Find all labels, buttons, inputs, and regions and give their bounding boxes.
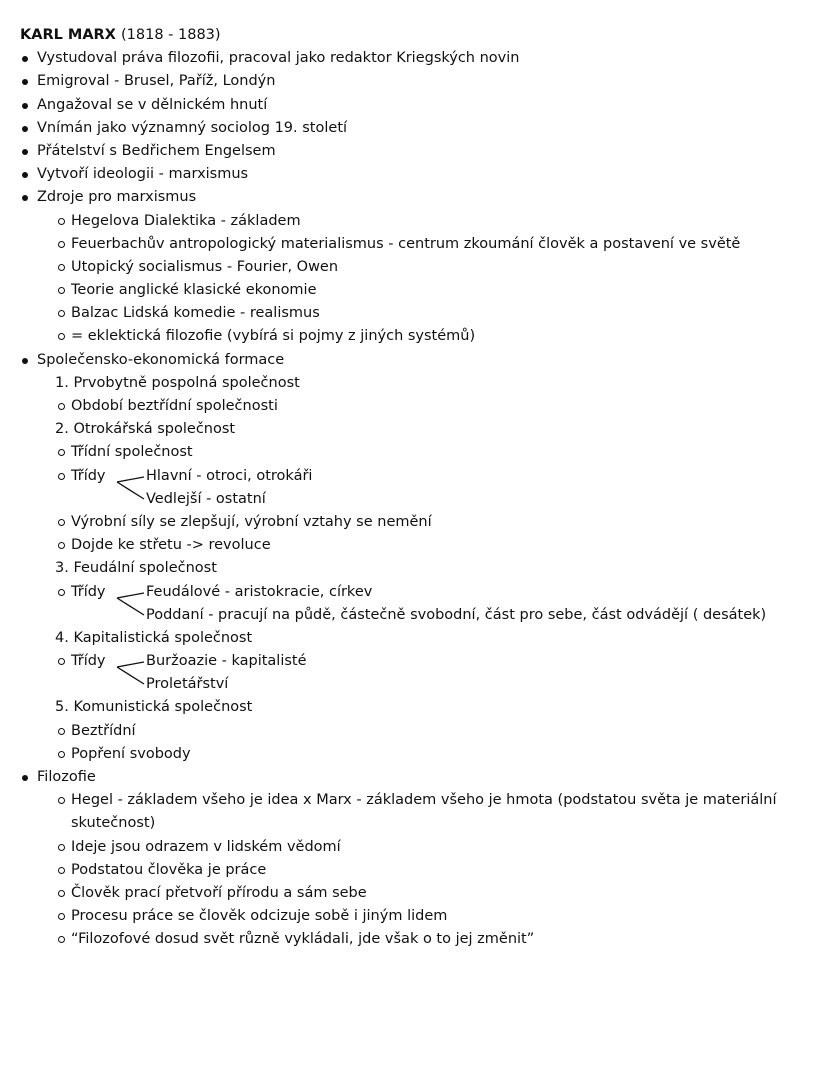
classes-label: Třídy [71,467,106,484]
circle-bullet-icon [58,403,65,410]
circle-bullet-icon [58,542,65,549]
bullet-icon [22,126,28,132]
bullet-item: Společensko-ekonomická formace [20,349,820,372]
bullet-item: Vnímán jako významný sociolog 19. století [20,117,820,140]
classes-item [20,465,820,488]
circle-bullet-icon [58,218,65,225]
class-entry: Hlavní - otroci, otrokáři [146,467,313,484]
bullet-icon [22,103,28,109]
sub-item: Podstatou člověka je práce [20,859,820,882]
bullet-icon [22,79,28,85]
bullet-item: Emigroval - Brusel, Paříž, Londýn [20,70,820,93]
bullet-icon [22,775,28,781]
classes-label: Třídy [71,583,106,600]
stage-title: 1. Prvobytně pospolná společnost [55,374,300,391]
sub-item: Teorie anglické klasické ekonomie [20,279,820,302]
classes-label: Třídy [71,653,106,670]
sub-item: Dojde ke střetu -> revoluce [20,534,820,557]
circle-bullet-icon [58,449,65,456]
bullet-item: Přátelství s Bedřichem Engelsem [20,140,820,163]
bullet-icon [22,195,28,201]
stage-title: 4. Kapitalistická společnost [55,629,253,646]
title-years: (1818 - 1883) [120,27,221,43]
sub-item-continuation: skutečnost) [71,815,156,832]
classes-item [20,581,820,604]
circle-bullet-icon [58,264,65,271]
sub-item: Hegel - základem všeho je idea x Marx - základem všeho je hmota (podstatou světa je materiální [20,789,820,812]
page-title [20,24,820,47]
class-entry: Buržoazie - kapitalisté [146,653,307,670]
sub-item: Balzac Lidská komedie - realismus [20,302,820,325]
circle-bullet-icon [58,751,65,758]
sub-item: Ideje jsou odrazem v lidském vědomí [20,836,820,859]
class-entry: Feudálové - aristokracie, církev [146,583,373,600]
bullet-item: Angažoval se v dělnickém hnutí [20,94,820,117]
sub-item: Popření svobody [20,743,820,766]
bullet-item: Filozofie [20,766,820,789]
circle-bullet-icon [58,241,65,248]
circle-bullet-icon [58,890,65,897]
bullet-icon [22,149,28,155]
circle-bullet-icon [58,797,65,804]
title-name: KARL MARX [20,27,116,43]
circle-bullet-icon [58,728,65,735]
sub-item: Utopický socialismus - Fourier, Owen [20,256,820,279]
circle-bullet-icon [58,473,65,480]
circle-bullet-icon [58,519,65,526]
circle-bullet-icon [58,936,65,943]
sub-item: Hegelova Dialektika - základem [20,210,820,233]
sub-item: Člověk prací přetvoří přírodu a sám sebe [20,882,820,905]
bullet-item: Zdroje pro marxismus [20,186,820,209]
circle-bullet-icon [58,913,65,920]
sub-item: Výrobní síly se zlepšují, výrobní vztahy se nemění [20,511,820,534]
bullet-icon [22,172,28,178]
bullet-item: Vystudoval práva filozofii, pracoval jako redaktor Kriegských novin [20,47,820,70]
stage-title: 5. Komunistická společnost [55,699,253,716]
sub-item: Období beztřídní společnosti [20,395,820,418]
sub-item: “Filozofové dosud svět různě vykládali, jde však o to jej změnit” [20,928,820,951]
circle-bullet-icon [58,310,65,317]
notes-document [20,24,820,952]
circle-bullet-icon [58,844,65,851]
circle-bullet-icon [58,867,65,874]
bullet-icon [22,56,28,62]
stage-title: 3. Feudální společnost [55,560,217,577]
circle-bullet-icon [58,589,65,596]
stage-title: 2. Otrokářská společnost [55,421,236,438]
class-entry-line: Proletářství [146,676,229,693]
sub-item: = eklektická filozofie (vybírá si pojmy z jiných systémů) [20,325,820,348]
class-entry-line: Poddaní - pracují na půdě, částečně svobodní, část pro sebe, část odvádějí ( desátek) [146,606,767,623]
class-entry-line: Vedlejší - ostatní [146,490,266,507]
sub-item: Třídní společnost [20,441,820,464]
sub-item: Beztřídní [20,720,820,743]
circle-bullet-icon [58,287,65,294]
sub-item: Feuerbachův antropologický materialismus - centrum zkoumání člověk a postavení ve světě [20,233,820,256]
classes-item [20,650,820,673]
circle-bullet-icon [58,658,65,665]
sub-item: Procesu práce se člověk odcizuje sobě i jiným lidem [20,905,820,928]
bullet-item: Vytvoří ideologii - marxismus [20,163,820,186]
bullet-icon [22,358,28,364]
circle-bullet-icon [58,333,65,340]
